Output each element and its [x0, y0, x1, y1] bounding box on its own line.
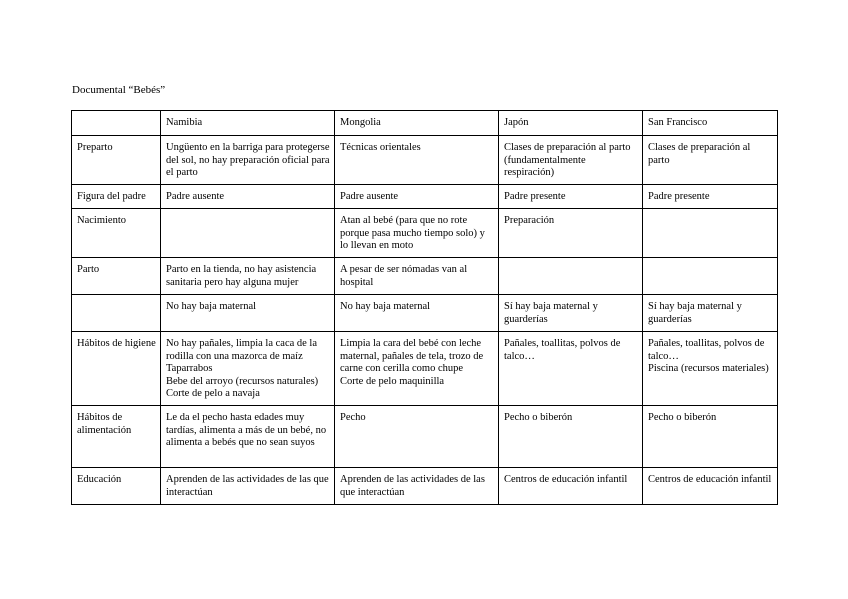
- cell-text-line: No hay pañales, limpia la caca de la rodilla con una mazorca de maíz: [166, 338, 318, 362]
- table-cell-mongolia: [335, 185, 499, 209]
- table-row: [72, 468, 778, 505]
- table-cell-san-francisco: [643, 136, 778, 185]
- table-cell-namibia: [161, 295, 335, 332]
- cell-text-line: Corte de pelo a navaja: [166, 388, 260, 399]
- table-cell-japon: [499, 295, 643, 332]
- comparison-table: [71, 110, 778, 505]
- table-cell-san-francisco: [643, 185, 778, 209]
- row-label-cell: Educación: [72, 468, 161, 505]
- table-cell-mongolia: [335, 332, 499, 406]
- cell-text-line: Clases de preparación al parto: [648, 142, 751, 166]
- table-cell-san-francisco: [643, 332, 778, 406]
- cell-text-line: Taparrabos: [166, 363, 213, 374]
- table-cell-mongolia: [335, 468, 499, 505]
- cell-text-line: Atan al bebé (para que no rote porque pasa mucho tiempo solo) y lo llevan en moto: [340, 215, 485, 251]
- cell-text-line: Centros de educación infantil: [648, 474, 772, 485]
- table-cell-namibia: [161, 258, 335, 295]
- table-row: [72, 136, 778, 185]
- header-cell-corner: [72, 111, 161, 136]
- table-row: [72, 295, 778, 332]
- cell-text-line: Centros de educación infantil: [504, 474, 628, 485]
- row-label-cell: Hábitos de higiene: [72, 332, 161, 406]
- table-cell-san-francisco: [643, 258, 778, 295]
- header-cell-japon: Japón: [499, 111, 643, 136]
- cell-text-line: Sí hay baja maternal y guarderías: [504, 301, 598, 325]
- table-cell-mongolia: [335, 209, 499, 258]
- table-cell-namibia: [161, 332, 335, 406]
- table-cell-mongolia: [335, 258, 499, 295]
- table-cell-san-francisco: [643, 406, 778, 468]
- cell-text-line: Aprenden de las actividades de las que interactúan: [166, 474, 329, 498]
- row-label-cell: Parto: [72, 258, 161, 295]
- table-row: [72, 406, 778, 468]
- table-cell-namibia: [161, 136, 335, 185]
- table-row: [72, 332, 778, 406]
- cell-text-line: Preparación: [504, 215, 555, 226]
- row-label-cell: Figura del padre: [72, 185, 161, 209]
- cell-text-line: No hay baja maternal: [340, 301, 431, 312]
- table-cell-japon: [499, 185, 643, 209]
- table-cell-japon: [499, 406, 643, 468]
- table-cell-namibia: [161, 209, 335, 258]
- cell-text-line: Le da el pecho hasta edades muy tardías, alimenta a más de un bebé, no alimenta a bebés que no sean suyos: [166, 412, 327, 448]
- row-label-cell: Nacimiento: [72, 209, 161, 258]
- document-title: Documental “Bebés”: [72, 84, 166, 96]
- table-row: [72, 185, 778, 209]
- cell-text-line: Piscina (recursos materiales): [648, 363, 769, 374]
- table-cell-japon: [499, 209, 643, 258]
- cell-text-line: A pesar de ser nómadas van al hospital: [340, 264, 468, 288]
- table-cell-mongolia: [335, 136, 499, 185]
- table-cell-namibia: [161, 185, 335, 209]
- table-cell-japon: [499, 468, 643, 505]
- cell-text-line: Pañales, toallitas, polvos de talco…: [648, 338, 765, 362]
- table-row: [72, 258, 778, 295]
- header-cell-san-francisco: San Francisco: [643, 111, 778, 136]
- cell-text-line: Aprenden de las actividades de las que interactúan: [340, 474, 485, 498]
- row-label-cell: Hábitos de alimentación: [72, 406, 161, 468]
- header-cell-mongolia: Mongolia: [335, 111, 499, 136]
- table-cell-namibia: [161, 406, 335, 468]
- cell-text-line: Pecho o biberón: [504, 412, 573, 423]
- table-cell-mongolia: [335, 295, 499, 332]
- cell-text-line: Técnicas orientales: [340, 142, 421, 153]
- cell-text-line: Padre presente: [648, 191, 710, 202]
- cell-text-line: Padre presente: [504, 191, 566, 202]
- row-label-cell: Preparto: [72, 136, 161, 185]
- table-cell-san-francisco: [643, 295, 778, 332]
- table-cell-san-francisco: [643, 209, 778, 258]
- header-cell-namibia: Namibia: [161, 111, 335, 136]
- table-cell-namibia: [161, 468, 335, 505]
- table-row: [72, 209, 778, 258]
- table-body: [72, 111, 778, 505]
- cell-text-line: Bebe del arroyo (recursos naturales): [166, 375, 319, 387]
- cell-text-line: Padre ausente: [340, 191, 399, 202]
- cell-text-line: Pañales, toallitas, polvos de talco…: [504, 338, 621, 362]
- cell-text-line: Parto en la tienda, no hay asistencia sanitaria pero hay alguna mujer: [166, 264, 317, 288]
- table-cell-japon: [499, 136, 643, 185]
- cell-text-line: Sí hay baja maternal y guarderías: [648, 301, 742, 325]
- cell-text-line: Pecho o biberón: [648, 412, 717, 423]
- table-cell-san-francisco: [643, 468, 778, 505]
- row-label-cell: [72, 295, 161, 332]
- cell-text-line: Pecho: [340, 412, 366, 423]
- cell-text-line: Limpia la cara del bebé con leche maternal, pañales de tela, trozo de carne con cerilla como chupe: [340, 338, 484, 374]
- table-cell-japon: [499, 332, 643, 406]
- cell-text-line: Padre ausente: [166, 191, 225, 202]
- table-cell-japon: [499, 258, 643, 295]
- table-header-row: [72, 111, 778, 136]
- cell-text-line: Ungüento en la barriga para protegerse del sol, no hay preparación oficial para el parto: [166, 142, 330, 178]
- cell-text-line: Corte de pelo maquinilla: [340, 375, 445, 387]
- cell-text-line: No hay baja maternal: [166, 301, 257, 312]
- table-cell-mongolia: [335, 406, 499, 468]
- cell-text-line: Clases de preparación al parto (fundamentalmente respiración): [504, 142, 631, 178]
